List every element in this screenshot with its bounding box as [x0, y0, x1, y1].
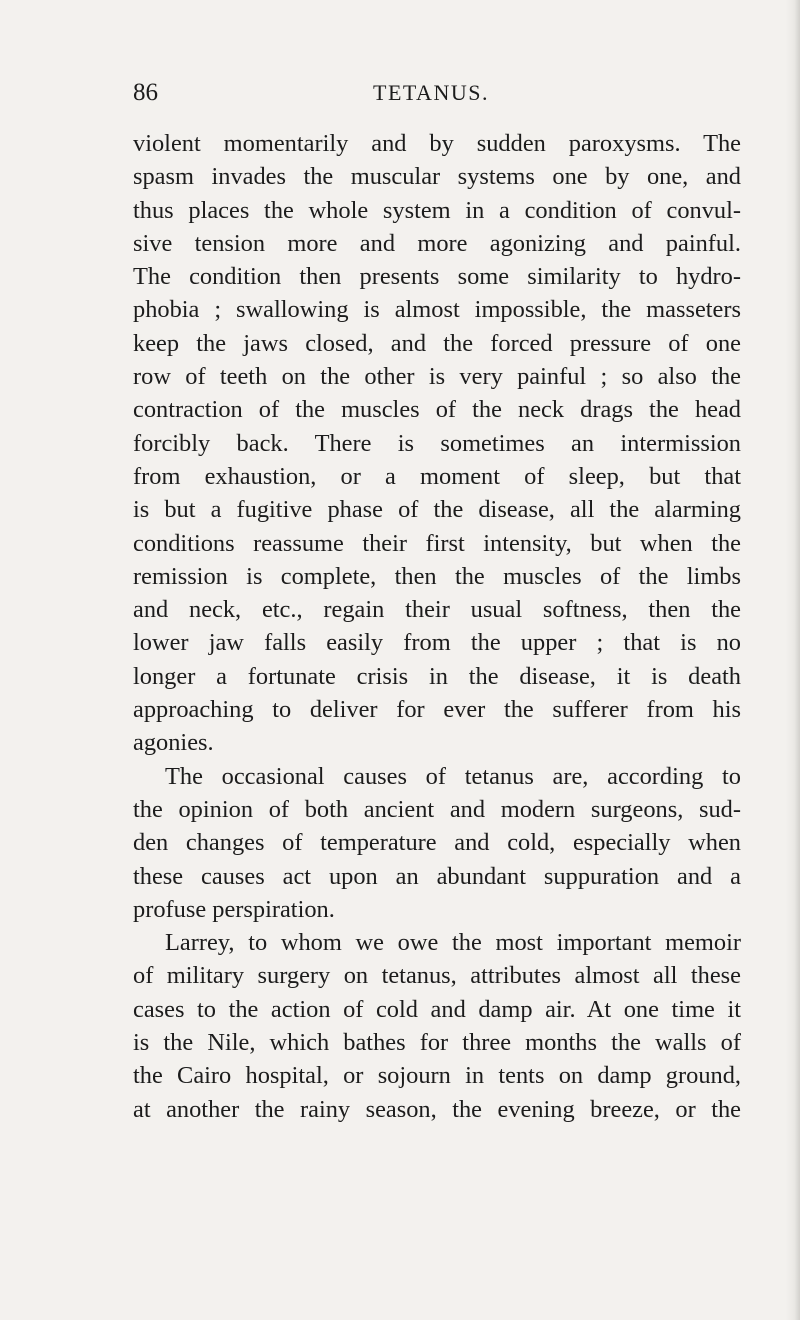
- text-line: at another the rainy season, the evening breeze, or the: [133, 1095, 741, 1123]
- text-line: remission is complete, then the muscles of the limbs: [133, 562, 741, 590]
- text-line: phobia ; swallowing is almost impossible, the masseters: [133, 296, 741, 324]
- text-line: sive tension more and more agonizing and painful.: [133, 229, 741, 257]
- text-line: spasm invades the muscular systems one by one, and: [133, 163, 741, 191]
- text-line: contraction of the muscles of the neck drags the head: [133, 396, 741, 424]
- text-line: conditions reassume their first intensity, but when the: [133, 529, 741, 557]
- page-header: [133, 78, 735, 114]
- text-line: lower jaw falls easily from the upper ; that is no: [133, 629, 741, 657]
- text-line: cases to the action of cold and damp air. At one time it: [133, 995, 741, 1023]
- text-line: the opinion of both ancient and modern surgeons, sud-: [133, 795, 741, 823]
- text-line: and neck, etc., regain their usual softness, then the: [133, 596, 741, 624]
- text-line: forcibly back. There is sometimes an intermission: [133, 429, 741, 457]
- text-line: these causes act upon an abundant suppuration and a: [133, 862, 741, 890]
- text-line: profuse perspiration.: [133, 895, 335, 923]
- text-line: keep the jaws closed, and the forced pressure of one: [133, 329, 741, 357]
- page-edge-shadow: [786, 0, 800, 1320]
- text-line: agonies.: [133, 729, 214, 757]
- text-line: violent momentarily and by sudden paroxysms. The: [133, 130, 741, 157]
- text-line: is the Nile, which bathes for three months the walls of: [133, 1029, 741, 1057]
- text-line: thus places the whole system in a condition of convul-: [133, 196, 741, 224]
- text-line: longer a fortunate crisis in the disease, it is death: [133, 662, 741, 690]
- text-line: approaching to deliver for ever the sufferer from his: [133, 696, 741, 724]
- text-line: row of teeth on the other is very painful ; so also the: [133, 363, 741, 391]
- running-head: TETANUS.: [373, 80, 489, 105]
- text-line: the Cairo hospital, or sojourn in tents on damp ground,: [133, 1062, 741, 1090]
- page-number: 86: [133, 79, 158, 106]
- text-line: The occasional causes of tetanus are, according to: [165, 762, 741, 790]
- body-text: [133, 127, 741, 1126]
- text-line: from exhaustion, or a moment of sleep, but that: [133, 462, 741, 490]
- text-line: is but a fugitive phase of the disease, all the alarming: [133, 496, 741, 524]
- text-line: of military surgery on tetanus, attributes almost all these: [133, 962, 741, 990]
- text-line: den changes of temperature and cold, especially when: [133, 829, 741, 857]
- text-line: The condition then presents some similarity to hydro-: [133, 263, 741, 291]
- text-line: Larrey, to whom we owe the most important memoir: [165, 929, 741, 957]
